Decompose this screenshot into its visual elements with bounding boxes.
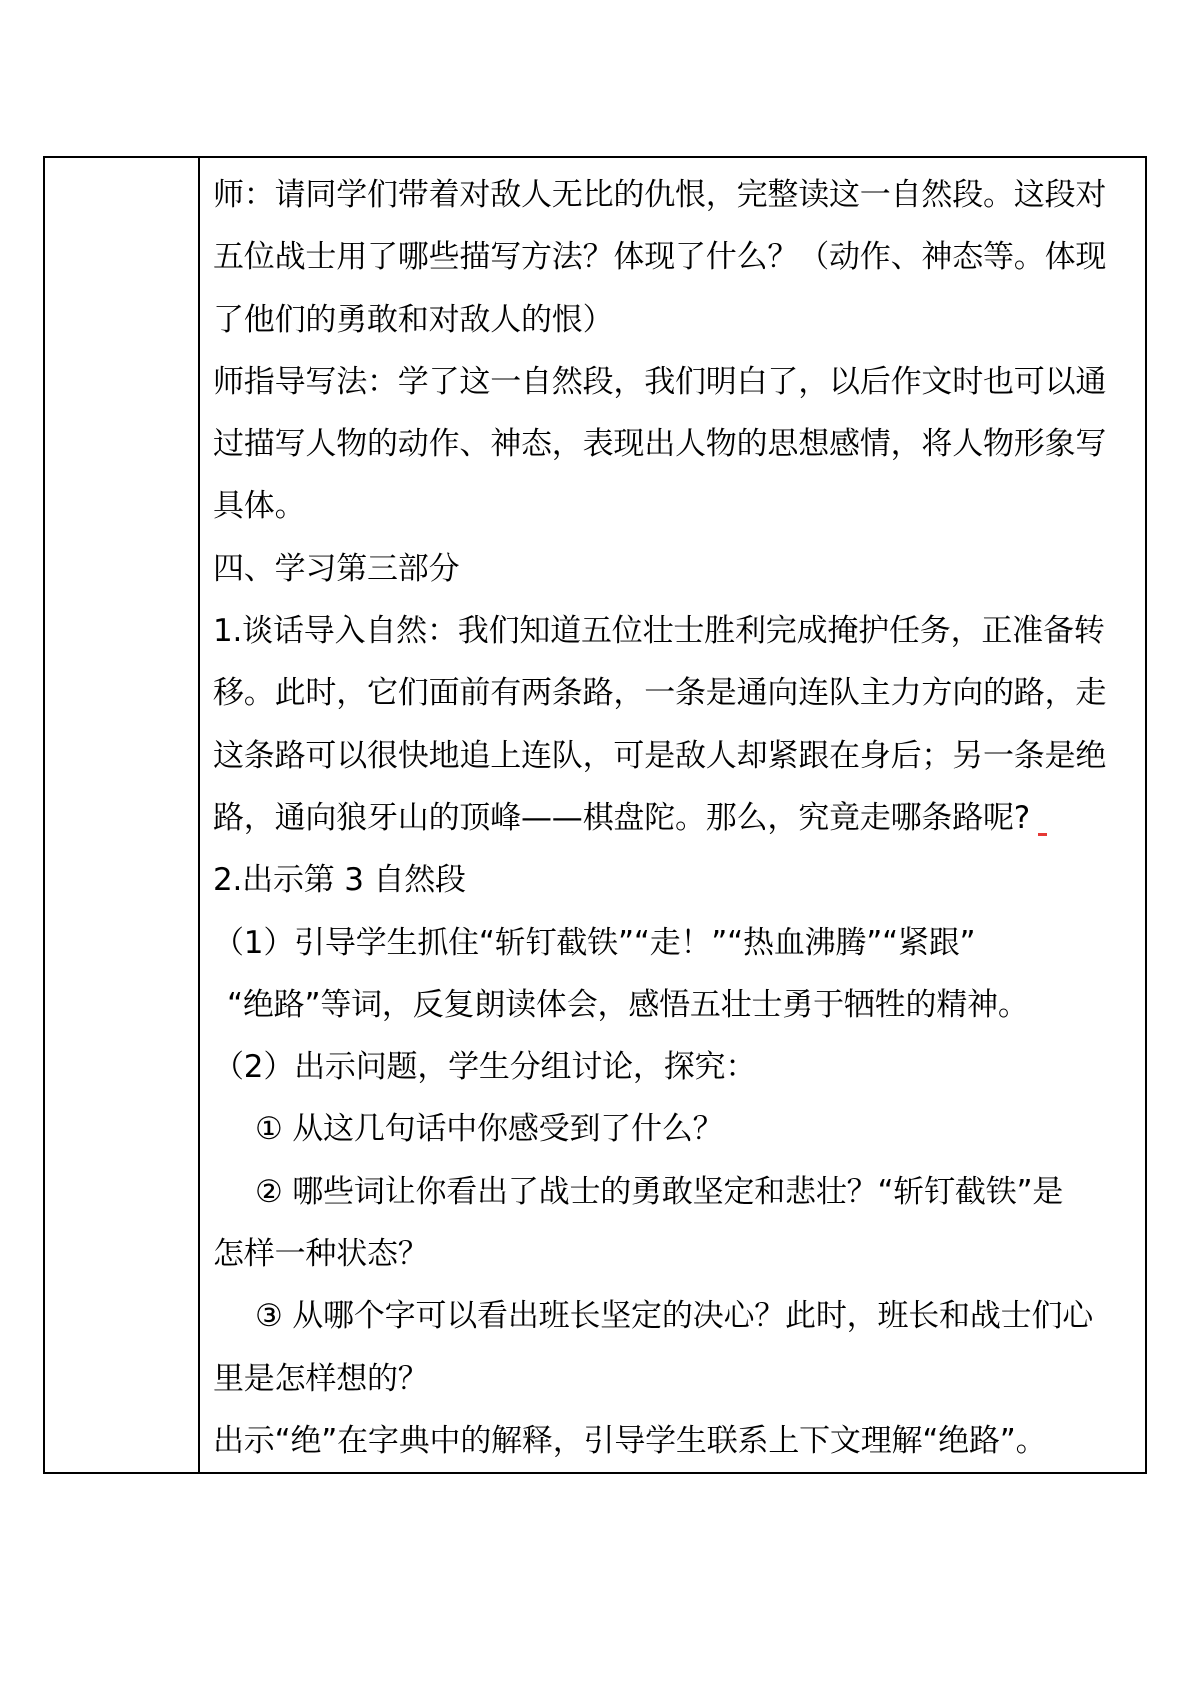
paragraph-line: 五位战士用了哪些描写方法？体现了什么？（动作、神态等。体现: [213, 239, 1107, 276]
left-column-cell: [44, 157, 199, 1473]
question-item: ① 从这几句话中你感受到了什么？: [255, 1111, 724, 1148]
paragraph-line: “绝路”等词，反复朗读体会，感悟五壮士勇于牺牲的精神。: [227, 986, 1029, 1023]
paragraph-line: 师指导写法：学了这一自然段，我们明白了，以后作文时也可以通: [213, 363, 1107, 400]
paragraph-line: 了他们的勇敢和对敌人的恨）: [213, 301, 614, 338]
edit-mark-icon: [1038, 833, 1047, 836]
section-heading: 四、学习第三部分: [213, 550, 460, 587]
paragraph-line-text: 路，通向狼牙山的顶峰——棋盘陀。那么，究竟走哪条路呢?: [213, 799, 1031, 836]
paragraph-line: 里是怎样想的？: [213, 1360, 429, 1397]
question-item: ② 哪些词让你看出了战士的勇敢坚定和悲壮？“斩钉截铁”是: [255, 1173, 1064, 1210]
paragraph-line: 具体。: [213, 488, 306, 525]
paragraph-line: 这条路可以很快地追上连队，可是敌人却紧跟在身后；另一条是绝: [213, 737, 1107, 774]
paragraph-line: 移。此时，它们面前有两条路，一条是通向连队主力方向的路，走: [213, 675, 1107, 712]
table-row: [44, 157, 1146, 1473]
paragraph-line-with-mark: [213, 787, 1135, 849]
paragraph-line: 1.谈话导入自然：我们知道五位壮士胜利完成掩护任务，正准备转: [213, 613, 1105, 650]
lesson-text: [200, 158, 1145, 1472]
question-item: ③ 从哪个字可以看出班长坚定的决心？此时，班长和战士们心: [255, 1298, 1094, 1335]
paragraph-line: （2）出示问题，学生分组讨论，探究：: [213, 1049, 757, 1086]
paragraph-line: 出示“绝”在字典中的解释，引导学生联系上下文理解“绝路”。: [213, 1422, 1047, 1459]
paragraph-line: 怎样一种状态？: [213, 1236, 429, 1273]
paragraph-line: 2.出示第 3 自然段: [213, 862, 466, 899]
lesson-plan-table: [43, 156, 1147, 1474]
paragraph-line: （1）引导学生抓住“斩钉截铁”“走！”“热血沸腾”“紧跟”: [213, 924, 976, 961]
content-cell: [199, 157, 1146, 1473]
paragraph-line: 师：请同学们带着对敌人无比的仇恨，完整读这一自然段。这段对: [213, 177, 1107, 213]
paragraph-line: 过描写人物的动作、神态，表现出人物的思想感情，将人物形象写: [213, 426, 1107, 463]
